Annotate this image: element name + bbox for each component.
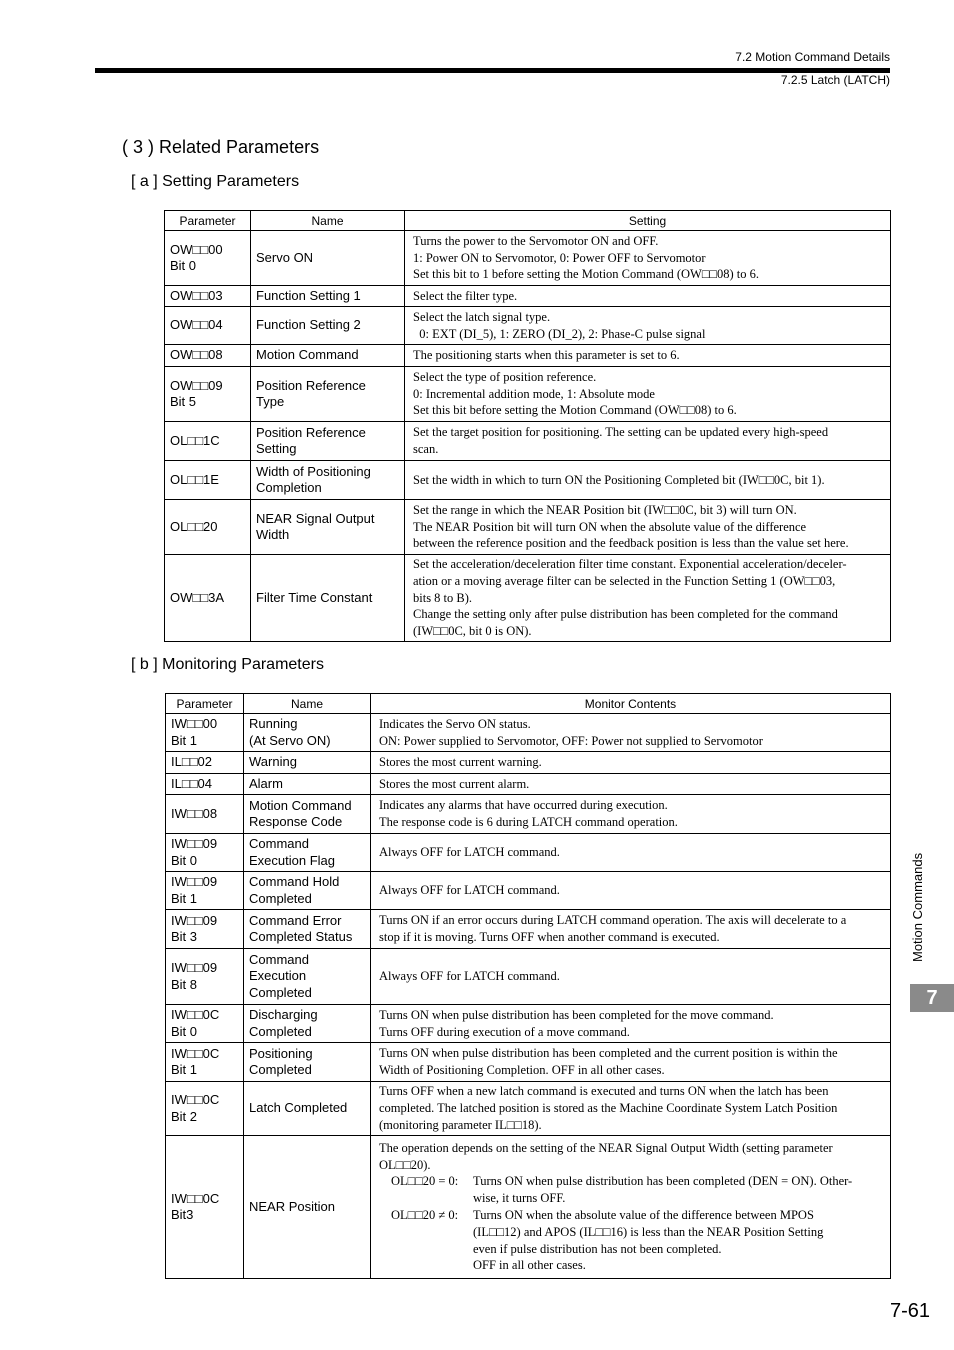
text-cell: Set the width in which to turn ON the Positioning Completed bit (IW□□0C, bit 1). <box>405 461 891 500</box>
text-cell: Turns ON when pulse distribution has been completed and the current position is within the Width of Positioning Completion. OFF in all other cases. <box>371 1043 891 1082</box>
parameter-cell: IW□□0C Bit3 <box>166 1136 244 1279</box>
name-cell: Function Setting 1 <box>251 286 405 307</box>
column-header: Parameter <box>165 211 251 231</box>
text-cell: Select the latch signal type. 0: EXT (DI_5), 1: ZERO (DI_2), 2: Phase-C pulse signal <box>405 307 891 345</box>
table-row <box>166 949 891 1005</box>
chapter-side-label: Motion Commands <box>910 852 925 962</box>
table-header-row <box>166 694 891 714</box>
parameter-cell: OL□□1E <box>165 461 251 500</box>
header-subsection: 7.2.5 Latch (LATCH) <box>780 73 890 87</box>
name-cell: Command Error Completed Status <box>244 910 371 949</box>
parameter-cell: IW□□0C Bit 0 <box>166 1005 244 1043</box>
name-cell: Servo ON <box>251 231 405 286</box>
text-cell: Always OFF for LATCH command. <box>371 949 891 1005</box>
name-cell: Function Setting 2 <box>251 307 405 345</box>
text-cell: The positioning starts when this parameter is set to 6. <box>405 345 891 367</box>
parameter-cell: IW□□09 Bit 8 <box>166 949 244 1005</box>
name-cell: Motion Command <box>251 345 405 367</box>
table-row <box>166 795 891 834</box>
parameter-cell: IL□□02 <box>166 752 244 774</box>
setting-parameters-table <box>164 210 891 642</box>
parameter-cell: IW□□08 <box>166 795 244 834</box>
table-row <box>166 910 891 949</box>
text-cell: Set the target position for positioning. The setting can be updated every high-speed scan. <box>405 422 891 461</box>
text-cell: Set the acceleration/deceleration filter time constant. Exponential acceleration/deceler- ation or a moving average filter can be selected in the Function Setting 1 (OW□□03, bits 8 to B). Change the setting only after pulse distribution has been completed for the command (IW□□0C, bit 0 is ON). <box>405 555 891 642</box>
name-cell: Alarm <box>244 774 371 795</box>
table-row <box>165 461 891 500</box>
parameter-cell: OW□□03 <box>165 286 251 307</box>
setting-parameters-heading: [ a ] Setting Parameters <box>131 173 300 190</box>
name-cell: NEAR Signal Output Width <box>251 500 405 555</box>
monitoring-parameters-table <box>165 693 891 1279</box>
name-cell: Width of Positioning Completion <box>251 461 405 500</box>
text-cell: Stores the most current warning. <box>371 752 891 774</box>
contents-cell: The operation depends on the setting of the NEAR Signal Output Width (setting parameter OL□□20). OL□□20 = 0: Turns ON when pulse distribution has been completed (DEN = ON). Other- wise, it turns OFF. OL□□20 ≠ 0: Turns ON when the absolute value of the difference between MPOS (IL□□12) and APOS (IL□□16) is less than the NEAR Position Setting even if pulse distribution has not been completed. OFF in all other cases. <box>371 1136 891 1279</box>
table-row-near-position <box>166 1136 891 1279</box>
parameter-cell: OW□□00 Bit 0 <box>165 231 251 286</box>
table-row <box>165 367 891 422</box>
parameter-cell: IW□□09 Bit 1 <box>166 872 244 910</box>
column-header: Parameter <box>166 694 244 714</box>
text-cell: Always OFF for LATCH command. <box>371 872 891 910</box>
table-row <box>166 872 891 910</box>
table-row <box>166 714 891 752</box>
name-cell: Position Reference Type <box>251 367 405 422</box>
text-cell: Turns ON when pulse distribution has been completed for the move command. Turns OFF during execution of a move command. <box>371 1005 891 1043</box>
column-header: Name <box>244 694 371 714</box>
name-cell: Command Execution Completed <box>244 949 371 1005</box>
page-number: 7-61 <box>889 1300 930 1322</box>
table-row <box>166 774 891 795</box>
parameter-cell: OW□□09 Bit 5 <box>165 367 251 422</box>
table-row <box>165 286 891 307</box>
table-row <box>165 231 891 286</box>
table-header-row <box>165 211 891 231</box>
parameter-cell: IL□□04 <box>166 774 244 795</box>
header-rule <box>95 68 890 73</box>
name-cell: Command Hold Completed <box>244 872 371 910</box>
table-row <box>165 307 891 345</box>
parameter-cell: OW□□3A <box>165 555 251 642</box>
name-cell: Command Execution Flag <box>244 834 371 872</box>
text-cell: Select the filter type. <box>405 286 891 307</box>
text-cell: Always OFF for LATCH command. <box>371 834 891 872</box>
table-row <box>166 1043 891 1082</box>
column-header: Monitor Contents <box>371 694 891 714</box>
parameter-cell: OL□□20 <box>165 500 251 555</box>
table-row <box>166 752 891 774</box>
name-cell: NEAR Position <box>244 1136 371 1279</box>
table-row <box>166 1005 891 1043</box>
table-row <box>165 422 891 461</box>
chapter-tab: 7 <box>910 984 954 1012</box>
name-cell: Position Reference Setting <box>251 422 405 461</box>
text-cell: Select the type of position reference. 0: Incremental addition mode, 1: Absolute mode Set this bit before setting the Motion Command (OW□□08) to 6. <box>405 367 891 422</box>
text-cell: Indicates any alarms that have occurred during execution. The response code is 6 during LATCH command operation. <box>371 795 891 834</box>
parameter-cell: IW□□0C Bit 1 <box>166 1043 244 1082</box>
table-row <box>165 345 891 367</box>
table-row <box>166 834 891 872</box>
parameter-cell: IW□□09 Bit 0 <box>166 834 244 872</box>
parameter-cell: OW□□08 <box>165 345 251 367</box>
name-cell: Positioning Completed <box>244 1043 371 1082</box>
name-cell: Motion Command Response Code <box>244 795 371 834</box>
header-section: 7.2 Motion Command Details <box>735 50 890 64</box>
parameter-cell: IW□□00 Bit 1 <box>166 714 244 752</box>
text-cell: Stores the most current alarm. <box>371 774 891 795</box>
table-row <box>165 500 891 555</box>
section-heading: ( 3 ) Related Parameters <box>122 137 320 157</box>
name-cell: Running (At Servo ON) <box>244 714 371 752</box>
text-cell: Set the range in which the NEAR Position bit (IW□□0C, bit 3) will turn ON. The NEAR Position bit will turn ON when the absolute value of the difference between the reference position and the feedback position is less than the value set here. <box>405 500 891 555</box>
text-cell: Turns ON if an error occurs during LATCH command operation. The axis will decelerate to a stop if it is moving. Turns OFF when another command is executed. <box>371 910 891 949</box>
name-cell: Discharging Completed <box>244 1005 371 1043</box>
monitoring-parameters-heading: [ b ] Monitoring Parameters <box>131 656 324 673</box>
table-row <box>165 555 891 642</box>
text-cell: Turns OFF when a new latch command is executed and turns ON when the latch has been completed. The latched position is stored as the Machine Coordinate System Latch Position (monitoring parameter IL□□18). <box>371 1082 891 1136</box>
text-cell: Indicates the Servo ON status. ON: Power supplied to Servomotor, OFF: Power not supplied to Servomotor <box>371 714 891 752</box>
parameter-cell: IW□□0C Bit 2 <box>166 1082 244 1136</box>
setting-table-body <box>165 231 891 642</box>
column-header: Setting <box>405 211 891 231</box>
text-cell: Turns the power to the Servomotor ON and OFF. 1: Power ON to Servomotor, 0: Power OFF to Servomotor Set this bit to 1 before setting the Motion Command (OW□□08) to 6. <box>405 231 891 286</box>
monitoring-table-body <box>166 714 891 1279</box>
table-row <box>166 1082 891 1136</box>
name-cell: Latch Completed <box>244 1082 371 1136</box>
parameter-cell: OW□□04 <box>165 307 251 345</box>
name-cell: Warning <box>244 752 371 774</box>
parameter-cell: OL□□1C <box>165 422 251 461</box>
parameter-cell: IW□□09 Bit 3 <box>166 910 244 949</box>
column-header: Name <box>251 211 405 231</box>
name-cell: Filter Time Constant <box>251 555 405 642</box>
